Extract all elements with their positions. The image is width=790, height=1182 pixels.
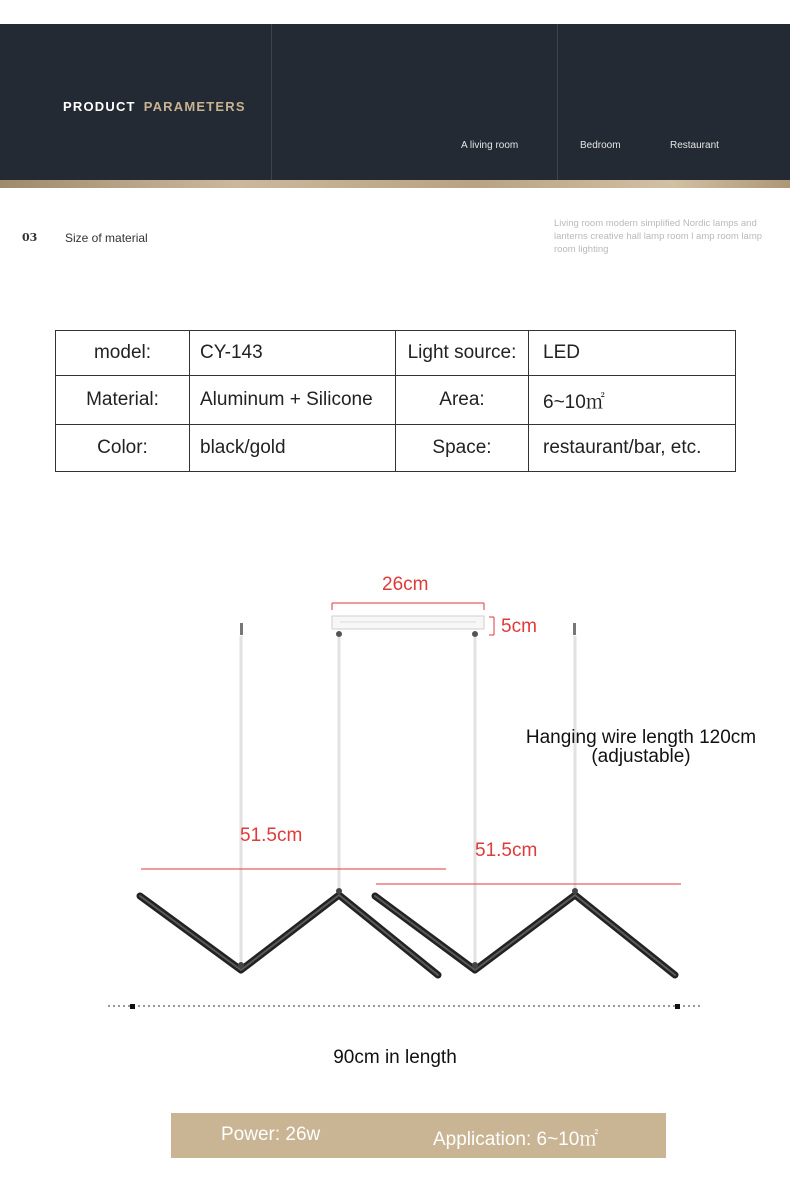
power-label: Power: 26w <box>221 1124 321 1145</box>
page-title <box>63 99 246 114</box>
spec-label: Color: <box>56 425 190 472</box>
total-length-line <box>108 1004 703 1009</box>
spec-label: Light source: <box>396 331 529 376</box>
hanging-wires <box>241 636 575 962</box>
spec-value: 6~10㎡ <box>529 376 736 425</box>
title-accent: PARAMETERS <box>143 99 246 114</box>
section-number: 03 <box>22 231 38 244</box>
spec-label: Material: <box>56 376 190 425</box>
spec-label: model: <box>56 331 190 376</box>
title-primary: PRODUCT <box>63 99 136 114</box>
wire-note-line1: Hanging wire length 120cm <box>525 727 757 748</box>
canopy-width-bracket <box>332 603 484 610</box>
table-row <box>56 331 736 376</box>
spec-value: Aluminum + Silicone <box>190 376 396 425</box>
spec-label: Space: <box>396 425 529 472</box>
wire-note-line2: (adjustable) <box>591 746 691 767</box>
canopy-width-label: 26cm <box>382 574 429 595</box>
total-length-label: 90cm in length <box>333 1047 457 1068</box>
gold-strip <box>0 180 790 188</box>
canopy <box>332 616 484 637</box>
spec-value: black/gold <box>190 425 396 472</box>
spec-value: LED <box>529 331 736 376</box>
canopy-height-bracket <box>489 617 494 635</box>
section-description: Living room modern simplified Nordic lamps and lanterns creative hall lamp room l amp room lamp room lighting <box>554 218 763 255</box>
lamp-diagram <box>0 560 790 1030</box>
application-label: Application: 6~10㎡ <box>433 1129 599 1150</box>
banner-divider <box>271 24 272 180</box>
spec-value: CY-143 <box>190 331 396 376</box>
room-living: A living room <box>461 140 519 151</box>
canopy-height-label: 5cm <box>501 616 537 637</box>
footer-bar <box>171 1113 666 1158</box>
room-restaurant: Restaurant <box>670 140 719 151</box>
header-banner <box>0 24 790 180</box>
left-lamp-arm <box>140 888 438 975</box>
section-title: Size of material <box>65 231 148 245</box>
banner-divider <box>557 24 558 180</box>
spec-table <box>55 330 736 472</box>
wire-length-note <box>510 728 772 766</box>
spec-label: Area: <box>396 376 529 425</box>
spec-value: restaurant/bar, etc. <box>529 425 736 472</box>
table-row <box>56 425 736 472</box>
table-row <box>56 376 736 425</box>
room-bedroom: Bedroom <box>580 140 621 151</box>
left-width-label: 51.5cm <box>240 825 303 846</box>
right-width-label: 51.5cm <box>475 840 538 861</box>
